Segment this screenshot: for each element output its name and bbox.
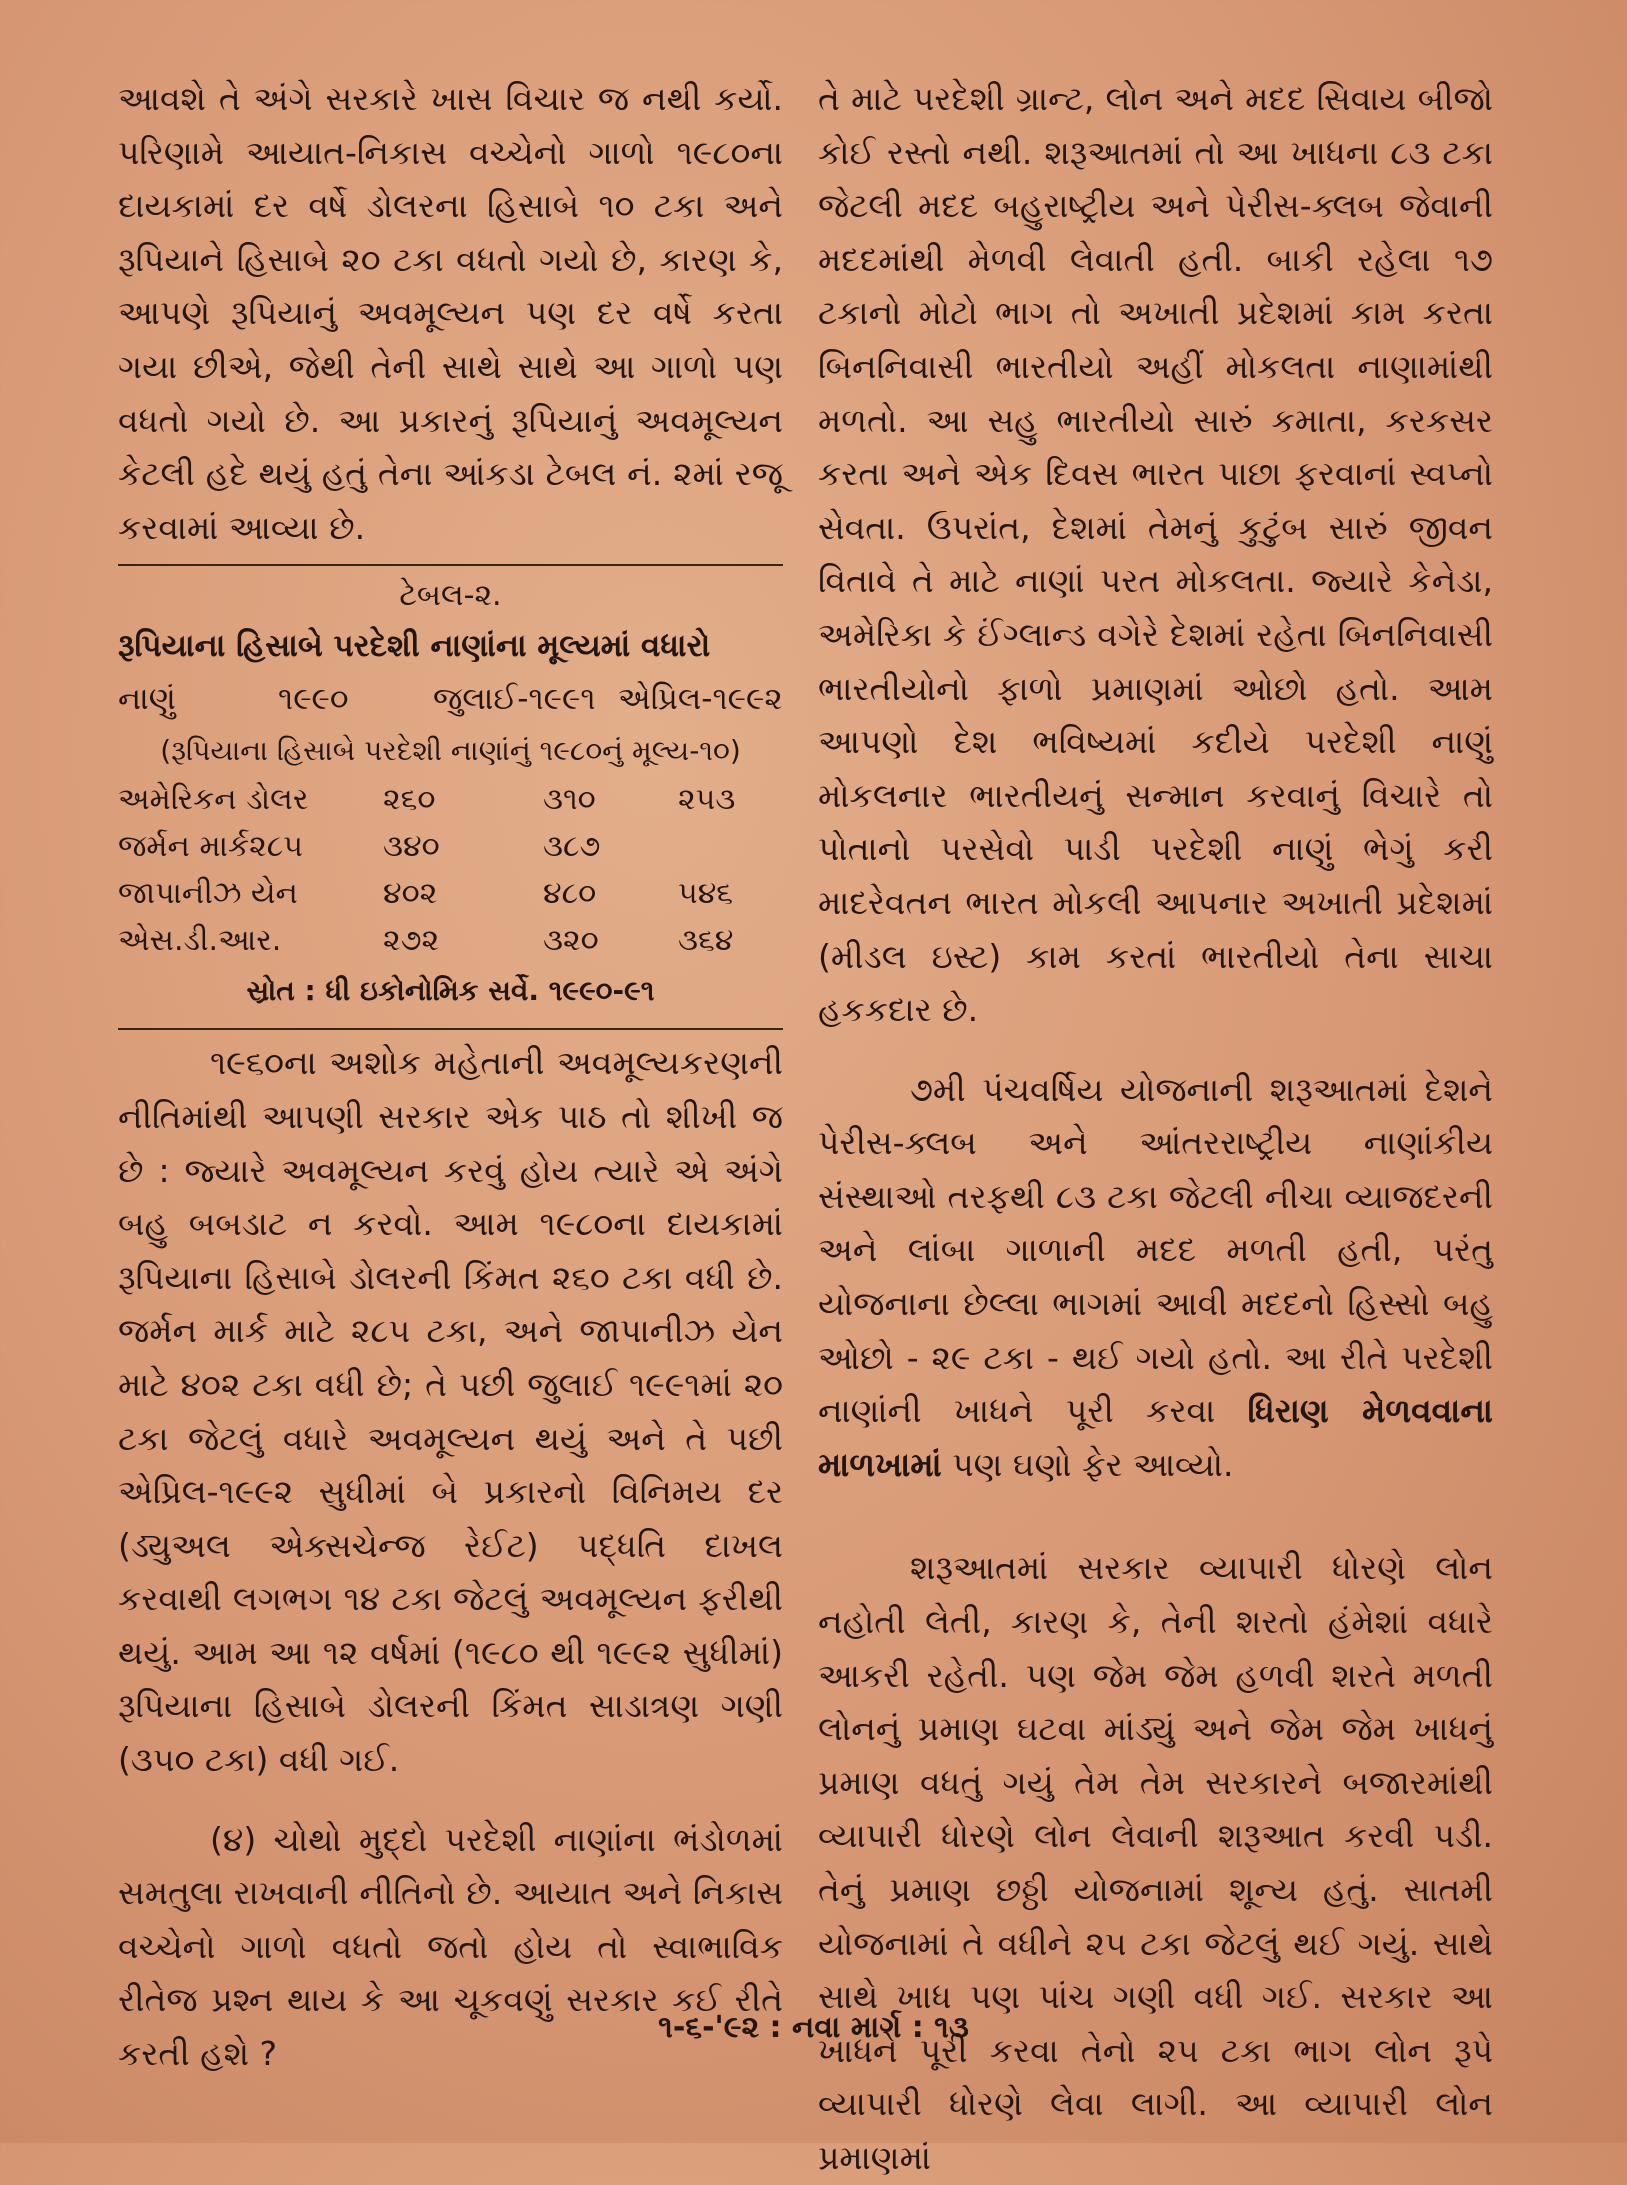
table-header-july-1991: જુલાઈ-૧૯૯૧	[433, 681, 596, 718]
table-cell: ૩૨૦	[543, 923, 599, 959]
right-paragraph-2-end: પણ ઘણો ફેર આવ્યો.	[952, 1444, 1234, 1484]
table-header-currency: નાણું	[118, 681, 176, 718]
table-cell: જર્મન માર્ક૨૮૫	[118, 829, 303, 865]
table-source: સ્રોત : ધી ઇકોનોમિક સર્વે. ૧૯૯૦-૯૧	[246, 974, 655, 1008]
table-header-1990: ૧૯૯૦	[278, 681, 349, 718]
table-title: રૂપિયાના હિસાબે પરદેશી નાણાંના મૂલ્યમાં વધારો	[118, 628, 711, 665]
table-cell: ૩૮૭	[543, 829, 601, 865]
right-paragraph-2	[818, 1063, 1493, 1492]
left-column	[118, 72, 783, 2081]
table-cell: ૩૧૦	[543, 782, 596, 818]
right-paragraph-2-bold: ધિરાણ મેળવવાના માળખામાં	[818, 1391, 1493, 1484]
table-bottom-rule	[118, 1028, 783, 1030]
left-paragraph-2: ૧૯૬૦ના અશોક મહેતાની અવમૂલ્યકરણની નીતિમાંથી આપણી સરકાર એક પાઠ તો શીખી જ છે : જ્યારે અવમૂલ્યન કરવું હોય ત્યારે એ અંગે બહુ બબડાટ ન કરવો. આમ ૧૯૮૦ના દાયકામાં રૂપિયાના હિસાબે ડોલરની કિંમત ૨૬૦ ટકા વધી છે. જર્મન માર્ક માટે ૨૮૫ ટકા, અને જાપાનીઝ યેન માટે ૪૦૨ ટકા વધી છે; તે પછી જુલાઈ ૧૯૯૧માં ૨૦ ટકા જેટલું વધારે અવમૂલ્યન થયું અને તે પછી એપ્રિલ-૧૯૯૨ સુધીમાં બે પ્રકારનો વિનિમય દર (ડ્યુઅલ એક્સચેન્જ રેઈટ) પદ્ધતિ દાખલ કરવાથી લગભગ ૧૪ ટકા જેટલું અવમૂલ્યન ફરીથી થયું. આમ આ ૧૨ વર્ષમાં (૧૯૮૦ થી ૧૯૯૨ સુધીમાં) રૂપિયાના હિસાબે ડોલરની કિંમત સાડાત્રણ ગણી (૩૫૦ ટકા) વધી ગઈ.	[118, 1043, 783, 1780]
table-row	[118, 776, 783, 823]
table-cell: એસ.ડી.આર.	[118, 923, 282, 959]
table-top-rule	[118, 564, 783, 566]
left-paragraph-3: (૪) ચોથો મુદ્દો પરદેશી નાણાંના ભંડોળમાં સમતુલા રાખવાની નીતિનો છે. આયાત અને નિકાસ વચ્ચેનો ગાળો વધતો જતો હોય તો સ્વાભાવિક રીતેજ પ્રશ્ન થાય કે આ ચૂકવણું સરકાર કઈ રીતે કરતી હશે ?	[118, 1819, 783, 2074]
table-cell: ૪૮૦	[543, 876, 597, 912]
table-cell: ૪૦૨	[383, 876, 438, 912]
table-cell: ૨૫૩	[678, 782, 736, 818]
table-label: ટેબલ-૨.	[399, 578, 502, 614]
table-cell: ૨૬૦	[383, 782, 436, 818]
left-paragraph-1: આવશે તે અંગે સરકારે ખાસ વિચાર જ નથી કર્યો. પરિણામે આયાત-નિકાસ વચ્ચેનો ગાળો ૧૯૮૦ના દાયકામાં દર વર્ષે ડોલરના હિસાબે ૧૦ ટકા અને રૂપિયાને હિસાબે ૨૦ ટકા વધતો ગયો છે, કારણ કે, આપણે રૂપિયાનું અવમૂલ્યન પણ દર વર્ષે કરતા ગયા છીએ, જેથી તેની સાથે સાથે આ ગાળો પણ વધતો ગયો છે. આ પ્રકારનું રૂપિયાનું અવમૂલ્યન કેટલી હદે થયું હતું તેના આંકડા ટેબલ નં. ૨માં રજૂ કરવામાં આવ્યા છે.	[118, 79, 783, 547]
right-paragraph-3: શરૂઆતમાં સરકાર વ્યાપારી ધોરણે લોન નહોતી લેતી, કારણ કે, તેની શરતો હંમેશાં વધારે આકરી રહેતી. પણ જેમ જેમ હળવી શરતે મળતી લોનનું પ્રમાણ ઘટવા માંડ્યું અને જેમ જેમ ખાધનું પ્રમાણ વધતું ગયું તેમ તેમ સરકારને બજારમાંથી વ્યાપારી ધોરણે લોન લેવાની શરૂઆત કરવી પડી. તેનું પ્રમાણ છઠ્ઠી યોજનામાં શૂન્ય હતું. સાતમી યોજનામાં તે વધીને ૨૫ ટકા જેટલું થઈ ગયું. સાથે સાથે ખાધ પણ પાંચ ગણી વધી ગઈ. સરકાર આ ખાધને પૂરી કરવા તેનો ૨૫ ટકા ભાગ લોન રૂપે વ્યાપારી ધોરણે લેવા લાગી. આ વ્યાપારી લોન પ્રમાણમાં	[818, 1548, 1493, 2177]
table-2	[118, 572, 783, 1018]
table-cell: જાપાનીઝ યેન	[118, 876, 298, 912]
paragraph-gap	[818, 1491, 1493, 1541]
paragraph-gap	[818, 1037, 1493, 1063]
right-paragraph-2-start: ૭મી પંચવર્ષિય યોજનાની શરૂઆતમાં દેશને પેરીસ-ક્લબ અને આંતરરાષ્ટ્રીય નાણાંકીય સંસ્થાઓ તરફથી ૮૩ ટકા જેટલી નીચા વ્યાજદરની અને લાંબા ગાળાની મદદ મળતી હતી, પરંતુ યોજનાના છેલ્લા ભાગમાં આવી મદદનો હિસ્સો બહુ ઓછો - ૨૯ ટકા - થઈ ગયો હતો. આ રીતે પરદેશી નાણાંની ખાધને પૂરી કરવા	[818, 1069, 1493, 1431]
table-row	[118, 917, 783, 964]
table-note: (રૂપિયાના હિસાબે પરદેશી નાણાંનું ૧૯૮૦નું મૂલ્ય-૧૦)	[160, 734, 741, 768]
table-header-row	[118, 672, 783, 726]
table-row	[118, 870, 783, 917]
page-footer: ૧-૬-'૯૨ : નવા માર્ગ : ૧૩	[658, 2010, 969, 2045]
right-paragraph-1: તે માટે પરદેશી ગ્રાન્ટ, લોન અને મદદ સિવાય બીજો કોઈ રસ્તો નથી. શરૂઆતમાં તો આ ખાધના ૮૩ ટકા જેટલી મદદ બહુરાષ્ટ્રીય અને પેરીસ-ક્લબ જેવાની મદદમાંથી મેળવી લેવાતી હતી. બાકી રહેલા ૧૭ ટકાનો મોટો ભાગ તો અખાતી પ્રદેશમાં કામ કરતા બિનનિવાસી ભારતીયો અહીં મોકલતા નાણામાંથી મળતો. આ સહુ ભારતીયો સારું કમાતા, કરકસર કરતા અને એક દિવસ ભારત પાછા ફરવાનાં સ્વપ્નો સેવતા. ઉપરાંત, દેશમાં તેમનું કુટુંબ સારું જીવન વિતાવે તે માટે નાણાં પરત મોકલતા. જ્યારે કેનેડા, અમેરિકા કે ઈંગ્લાન્ડ વગેરે દેશમાં રહેતા બિનનિવાસી ભારતીયોનો ફાળો પ્રમાણમાં ઓછો હતો. આમ આપણો દેશ ભવિષ્યમાં કદીયે પરદેશી નાણું મોકલનાર ભારતીયનું સન્માન કરવાનું વિચારે તો પોતાનો પરસેવો પાડી પરદેશી નાણું ભેગું કરી માદરેવતન ભારત મોકલી આપનાર અખાતી પ્રદેશમાં (મીડલ ઇસ્ટ) કામ કરતાં ભારતીયો તેના સાચા હકકદાર છે.	[818, 79, 1493, 1030]
table-cell: ૩૪૦	[383, 829, 440, 865]
table-cell: અમેરિકન ડોલર	[118, 782, 309, 818]
paragraph-gap	[118, 1787, 783, 1813]
right-column	[818, 72, 1493, 2185]
table-row	[118, 823, 783, 870]
table-cell: ૩૬૪	[678, 923, 734, 959]
table-cell	[678, 823, 778, 870]
table-cell: ૫૪૬	[678, 876, 734, 912]
table-header-april-1992: એપ્રિલ-૧૯૯૨	[618, 681, 783, 718]
table-cell: ૨૭૨	[383, 923, 440, 959]
